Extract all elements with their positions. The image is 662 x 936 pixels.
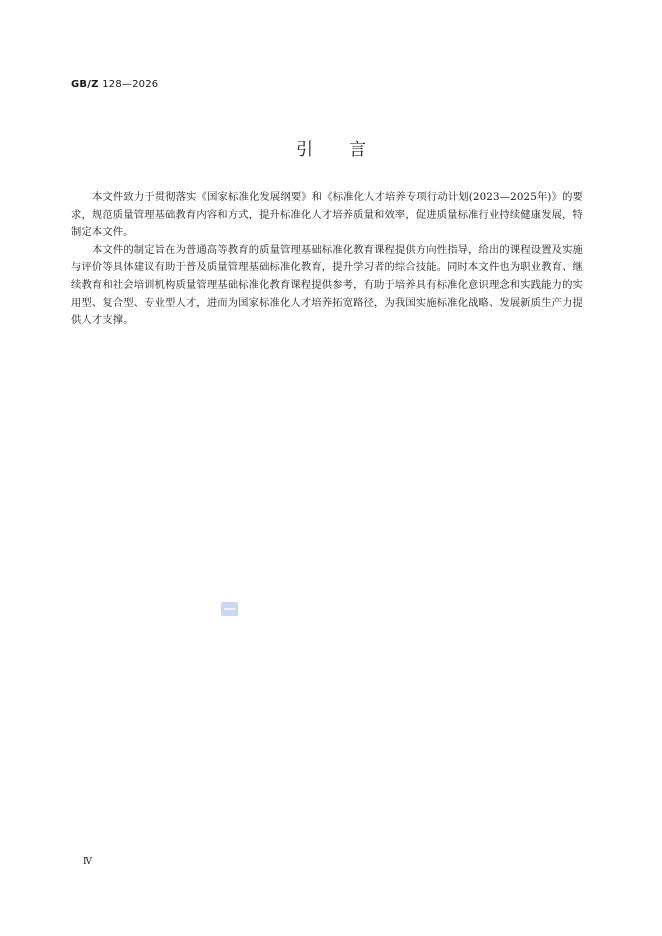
- standard-code: [71, 79, 158, 90]
- paragraph-2: 本文件的制定旨在为普通高等教育的质量管理基础标准化教育课程提供方向性指导，给出的课程设置及实施与评价等具体建议有助于普及质量管理基础标准化教育，提升学习者的综合技能。同时本文件也为职业教育、继续教育和社会培训机构质量管理基础标准化教育课程提供参考，有助于培养具有标准化意识理念和实践能力的实用型、复合型、专业型人才，进而为国家标准化人才培养拓宽路径，为我国实施标准化战略、发展新质生产力提供人才支撑。: [71, 243, 584, 327]
- paragraph-1: 本文件致力于贯彻落实《国家标准化发展纲要》和《标准化人才培养专项行动计划(2023—2025年)》的要求，规范质量管理基础教育内容和方式，提升标准化人才培养质量和效率，促进质量标准行业持续健康发展，特制定本文件。: [71, 191, 583, 239]
- introduction-body: [71, 189, 583, 330]
- logo-watermark-icon: [221, 602, 238, 616]
- section-title: 引言: [296, 140, 402, 160]
- standard-code-number: 128—2026: [102, 79, 159, 90]
- standard-code-prefix: GB/Z: [71, 79, 99, 90]
- page-number: Ⅳ: [83, 857, 92, 867]
